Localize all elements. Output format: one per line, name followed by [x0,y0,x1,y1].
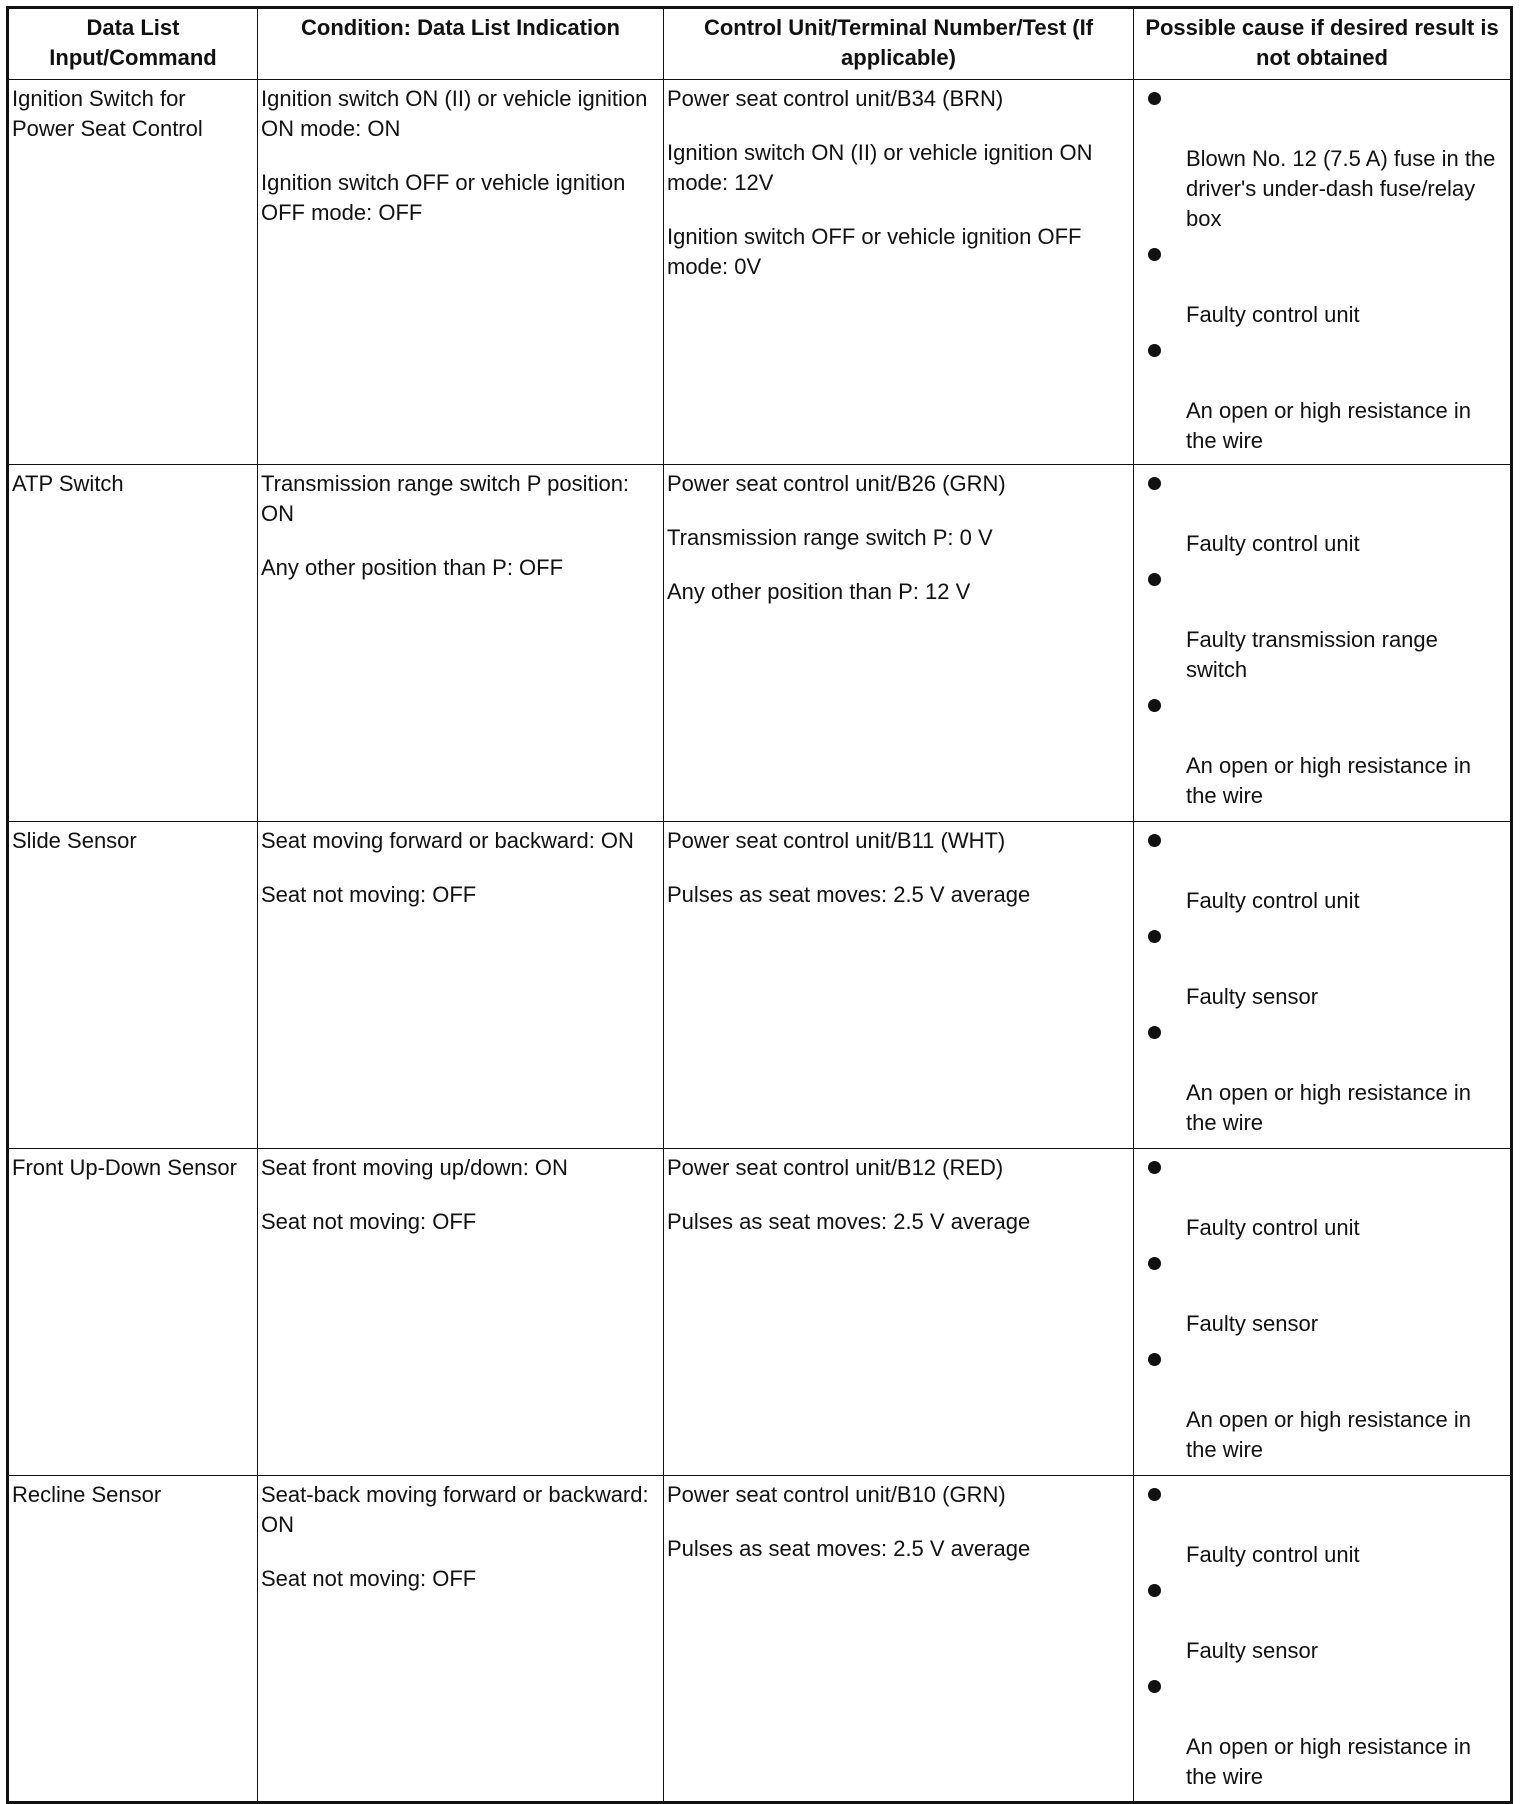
causes-cell [1134,465,1512,822]
cause-item [1148,477,1502,559]
bullet-icon [1148,1680,1161,1693]
cause-item [1148,573,1502,685]
cause-text: An open or high resistance in the wire [1186,753,1471,808]
bullet-icon [1148,834,1161,847]
cause-item [1148,1026,1502,1138]
bullet-icon [1148,1488,1161,1501]
cause-text: An open or high resistance in the wire [1186,1734,1471,1789]
causes-cell [1134,1149,1512,1476]
bullet-icon [1148,1026,1161,1039]
terminal-text: Pulses as seat moves: 2.5 V average [667,1536,1031,1561]
terminal-text: Any other position than P: 12 V [667,579,971,604]
header-causes: Possible cause if desired result is not obtained [1134,8,1512,80]
cause-item [1148,1161,1502,1243]
bullet-icon [1148,1353,1161,1366]
cause-item [1148,1353,1502,1465]
cause-item [1148,248,1502,330]
condition-text: Transmission range switch P position: ON [261,471,630,526]
input-name: Slide Sensor [12,828,137,853]
cause-text: Blown No. 12 (7.5 A) fuse in the driver's under-dash fuse/relay box [1186,146,1496,231]
input-name: Recline Sensor [12,1482,162,1507]
causes-cell [1134,80,1512,465]
table-row [8,1476,1512,1803]
terminal-text: Transmission range switch P: 0 V [667,525,993,550]
bullet-icon [1148,699,1161,712]
terminal-text: Power seat control unit/B12 (RED) [667,1155,1004,1180]
header-condition: Condition: Data List Indication [258,8,664,80]
table-row [8,822,1512,1149]
input-name: Front Up-Down Sensor [12,1155,237,1180]
header-input: Data List Input/Command [8,8,258,80]
terminal-cell [664,1149,1134,1476]
condition-cell [258,822,664,1149]
input-cell [8,465,258,822]
cause-item [1148,92,1502,234]
bullet-icon [1148,248,1161,261]
terminal-cell [664,1476,1134,1803]
cause-text: An open or high resistance in the wire [1186,1407,1471,1462]
cause-item [1148,930,1502,1012]
cause-item [1148,344,1502,456]
table-row [8,1149,1512,1476]
terminal-text: Pulses as seat moves: 2.5 V average [667,882,1031,907]
bullet-icon [1148,344,1161,357]
data-list-table [6,6,1513,1804]
condition-text: Ignition switch OFF or vehicle ignition OFF mode: OFF [261,170,626,225]
bullet-icon [1148,477,1161,490]
condition-cell [258,1149,664,1476]
cause-text: Faulty sensor [1186,1638,1319,1663]
header-terminal: Control Unit/Terminal Number/Test (If applicable) [664,8,1134,80]
cause-item [1148,1488,1502,1570]
condition-text: Seat front moving up/down: ON [261,1155,568,1180]
cause-text: An open or high resistance in the wire [1186,398,1471,453]
bullet-icon [1148,92,1161,105]
terminal-cell [664,822,1134,1149]
terminal-text: Power seat control unit/B11 (WHT) [667,828,1006,853]
terminal-cell [664,80,1134,465]
condition-text: Seat not moving: OFF [261,882,477,907]
condition-text: Seat not moving: OFF [261,1209,477,1234]
input-name: Ignition Switch for Power Seat Control [12,86,203,141]
input-cell [8,1149,258,1476]
causes-cell [1134,822,1512,1149]
cause-item [1148,1680,1502,1792]
cause-item [1148,1257,1502,1339]
cause-text: Faulty control unit [1186,888,1360,913]
header-row [8,8,1512,80]
condition-cell [258,1476,664,1803]
terminal-text: Power seat control unit/B34 (BRN) [667,86,1004,111]
cause-text: Faulty control unit [1186,1542,1360,1567]
cause-text: Faulty transmission range switch [1186,627,1438,682]
condition-text: Any other position than P: OFF [261,555,564,580]
input-cell [8,1476,258,1803]
input-cell [8,80,258,465]
bullet-icon [1148,1584,1161,1597]
cause-text: Faulty control unit [1186,302,1360,327]
condition-text: Seat not moving: OFF [261,1566,477,1591]
terminal-text: Power seat control unit/B10 (GRN) [667,1482,1006,1507]
condition-cell [258,465,664,822]
bullet-icon [1148,930,1161,943]
cause-text: Faulty sensor [1186,984,1319,1009]
condition-text: Ignition switch ON (II) or vehicle ignition ON mode: ON [261,86,648,141]
causes-cell [1134,1476,1512,1803]
terminal-text: Power seat control unit/B26 (GRN) [667,471,1006,496]
input-name: ATP Switch [12,471,124,496]
input-cell [8,822,258,1149]
terminal-cell [664,465,1134,822]
cause-item [1148,699,1502,811]
cause-text: Faulty sensor [1186,1311,1319,1336]
condition-text: Seat moving forward or backward: ON [261,828,634,853]
terminal-text: Pulses as seat moves: 2.5 V average [667,1209,1031,1234]
cause-text: Faulty control unit [1186,1215,1360,1240]
table-row [8,465,1512,822]
table-row [8,80,1512,465]
bullet-icon [1148,1161,1161,1174]
bullet-icon [1148,1257,1161,1270]
terminal-text: Ignition switch OFF or vehicle ignition OFF mode: 0V [667,224,1082,279]
condition-cell [258,80,664,465]
cause-item [1148,1584,1502,1666]
cause-text: Faulty control unit [1186,531,1360,556]
cause-text: An open or high resistance in the wire [1186,1080,1471,1135]
condition-text: Seat-back moving forward or backward: ON [261,1482,649,1537]
terminal-text: Ignition switch ON (II) or vehicle ignition ON mode: 12V [667,140,1093,195]
cause-item [1148,834,1502,916]
bullet-icon [1148,573,1161,586]
